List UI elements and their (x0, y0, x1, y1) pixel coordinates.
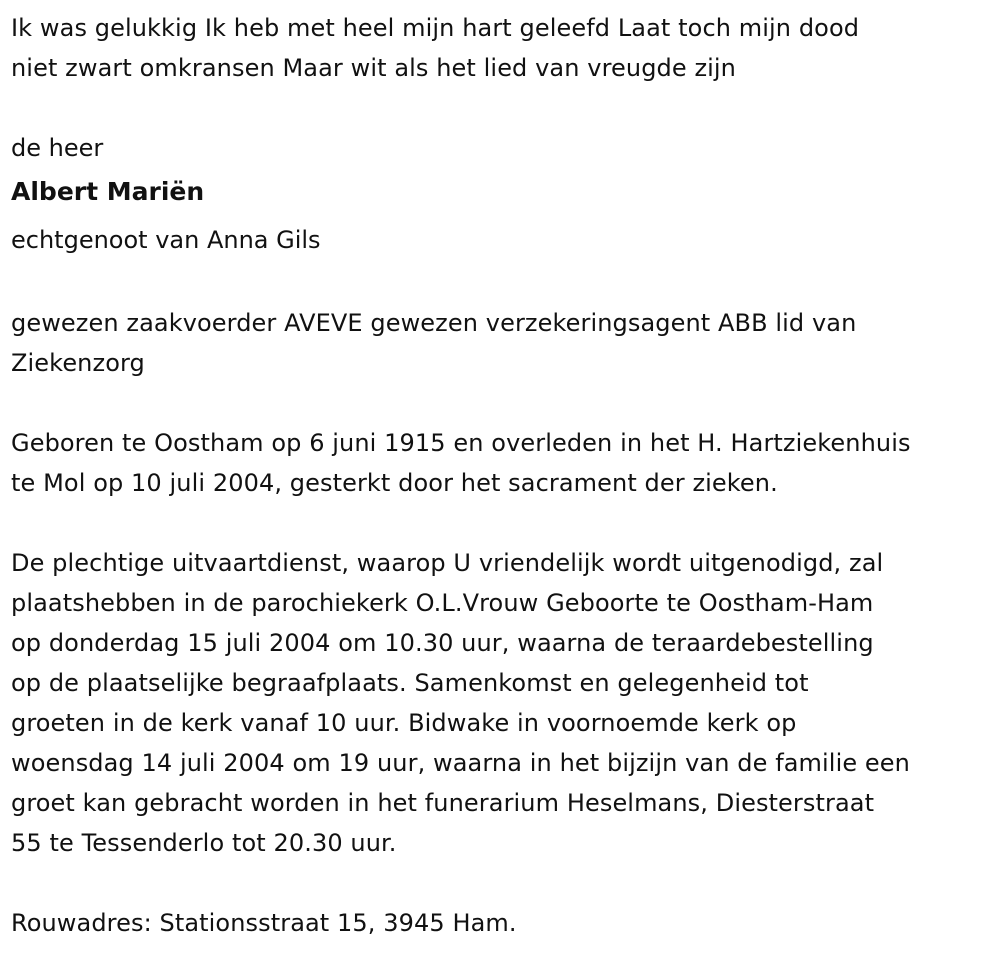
address-section (11, 903, 996, 943)
deceased-section (11, 128, 996, 264)
service-line: groet kan gebracht worden in het funerarium Heselmans, Diesterstraat (11, 789, 875, 817)
service-line: op de plaatselijke begraafplaats. Samenkomst en gelegenheid tot (11, 669, 809, 697)
profession-section (11, 303, 996, 383)
service-line: woensdag 14 juli 2004 om 19 uur, waarna in het bijzijn van de familie een (11, 749, 910, 777)
birth-death-line: te Mol op 10 juli 2004, gesterkt door het sacrament der zieken. (11, 469, 778, 497)
deceased-name: Albert Mariën (11, 177, 205, 206)
spouse-line: echtgenoot van Anna Gils (11, 226, 321, 254)
service-line: plaatshebben in de parochiekerk O.L.Vrouw Geboorte te Oostham-Ham (11, 589, 874, 617)
poem-section (11, 8, 996, 88)
service-line: groeten in de kerk vanaf 10 uur. Bidwake in voornoemde kerk op (11, 709, 797, 737)
poem-line: niet zwart omkransen Maar wit als het lied van vreugde zijn (11, 54, 736, 82)
profession-line: Ziekenzorg (11, 349, 145, 377)
poem-line: Ik was gelukkig Ik heb met heel mijn hart geleefd Laat toch mijn dood (11, 14, 860, 42)
service-section (11, 543, 996, 863)
mourning-address: Rouwadres: Stationsstraat 15, 3945 Ham. (11, 909, 517, 937)
birth-death-section (11, 423, 996, 503)
service-line: De plechtige uitvaartdienst, waarop U vriendelijk wordt uitgenodigd, zal (11, 549, 884, 577)
service-line: op donderdag 15 juli 2004 om 10.30 uur, waarna de teraardebestelling (11, 629, 874, 657)
service-line: 55 te Tessenderlo tot 20.30 uur. (11, 829, 397, 857)
profession-line: gewezen zaakvoerder AVEVE gewezen verzekeringsagent ABB lid van (11, 309, 857, 337)
birth-death-line: Geboren te Oostham op 6 juni 1915 en overleden in het H. Hartziekenhuis (11, 429, 911, 457)
obituary-document (11, 8, 996, 943)
honorific: de heer (11, 134, 104, 162)
